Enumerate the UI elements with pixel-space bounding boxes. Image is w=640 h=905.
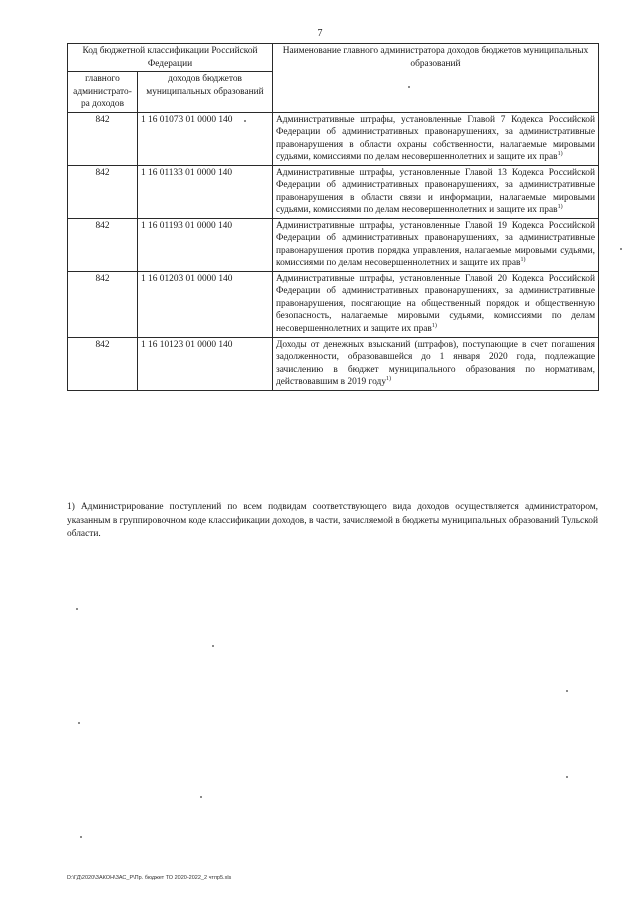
scan-speck	[620, 248, 622, 250]
scan-speck	[78, 722, 80, 724]
description-cell	[273, 271, 599, 337]
table-header-row	[68, 44, 599, 72]
code-group-header: Код бюджетной классификации Российской Федерации	[68, 44, 273, 72]
description-text: Административные штрафы, установленные Главой 20 Кодекса Российской Федерации об административных правонарушениях, за административные правонарушения, посягающие на общественный порядок и общественную безопасность, налагаемые мировыми судьями, комиссиями по делам несовершеннолетних и защите их прав	[276, 273, 595, 334]
footnote-mark: 1)	[431, 322, 437, 329]
description-cell	[273, 218, 599, 271]
file-path-footer: D:\ГД\2020\ЗАКОН\ЗАС_Р\Пр. бюджет ТО 2020-2022_2 чтпр5.xls	[67, 875, 232, 881]
name-column-header: Наименование главного администратора доходов бюджетов муниципальных образований	[273, 44, 599, 113]
footnote-mark: 1)	[386, 376, 392, 382]
scan-speck	[76, 608, 78, 610]
footnote-mark: 1)	[520, 257, 526, 264]
admin-code-cell: 842	[68, 218, 138, 271]
income-code-cell: 1 16 01203 01 0000 140	[138, 271, 273, 337]
table-row	[68, 218, 599, 271]
budget-classification-table	[67, 43, 599, 391]
income-code-cell: 1 16 01193 01 0000 140	[138, 218, 273, 271]
footnote-mark: 1)	[557, 204, 563, 211]
admin-code-cell: 842	[68, 271, 138, 337]
footnote-text: 1) Администрирование поступлений по всем подвидам соответствующего вида доходов осуществляется администратором, указанным в группировочном коде классификации доходов, в части, зачисляемой в бюджеты муниципальных образований Тульской области.	[67, 502, 598, 540]
income-code-cell: 1 16 01133 01 0000 140	[138, 165, 273, 218]
description-text: Доходы от денежных взысканий (штрафов), поступающие в счет погашения задолженности, образовавшейся до 1 января 2020 года, подлежащие зачислению в бюджет муниципального образования по нормативам, действовавшим в 2019 году	[276, 339, 595, 388]
table-row	[68, 165, 599, 218]
income-column-header: доходов бюджетов муниципальных образований	[138, 72, 273, 113]
admin-code-cell: 842	[68, 165, 138, 218]
description-text: Административные штрафы, установленные Главой 19 Кодекса Российской Федерации об административных правонарушениях, за административные правонарушения против порядка управления, налагаемые мировыми судьями, комиссиями по делам несовершеннолетних и защите их прав	[276, 220, 595, 269]
description-cell	[273, 165, 599, 218]
scan-speck	[408, 86, 410, 88]
description-text: Административные штрафы, установленные Главой 7 Кодекса Российской Федерации об административных правонарушениях, за административные правонарушения в области охраны собственности, налагаемые мировыми судьями, комиссиями по делам несовершеннолетних и защите их прав	[276, 114, 595, 163]
admin-column-header: главного администрато-ра доходов	[68, 72, 138, 113]
admin-code-cell: 842	[68, 337, 138, 390]
description-cell	[273, 337, 599, 390]
scan-speck	[200, 796, 202, 798]
table-row	[68, 271, 599, 337]
scan-speck	[244, 120, 246, 122]
scan-speck	[566, 776, 568, 778]
description-text: Административные штрафы, установленные Главой 13 Кодекса Российской Федерации об административных правонарушениях, за административные правонарушения в области связи и информации, налагаемые мировыми судьями, комиссиями по делам несовершеннолетних и защите их прав	[276, 167, 595, 216]
income-code-cell: 1 16 10123 01 0000 140	[138, 337, 273, 390]
footnote-mark: 1)	[557, 151, 563, 157]
description-cell	[273, 112, 599, 165]
admin-code-cell: 842	[68, 112, 138, 165]
scan-speck	[212, 645, 214, 647]
page-number: 7	[317, 28, 323, 39]
table-row	[68, 112, 599, 165]
scan-speck	[80, 836, 82, 838]
income-code-cell: 1 16 01073 01 0000 140	[138, 112, 273, 165]
scan-speck	[566, 690, 568, 692]
table-row	[68, 337, 599, 390]
